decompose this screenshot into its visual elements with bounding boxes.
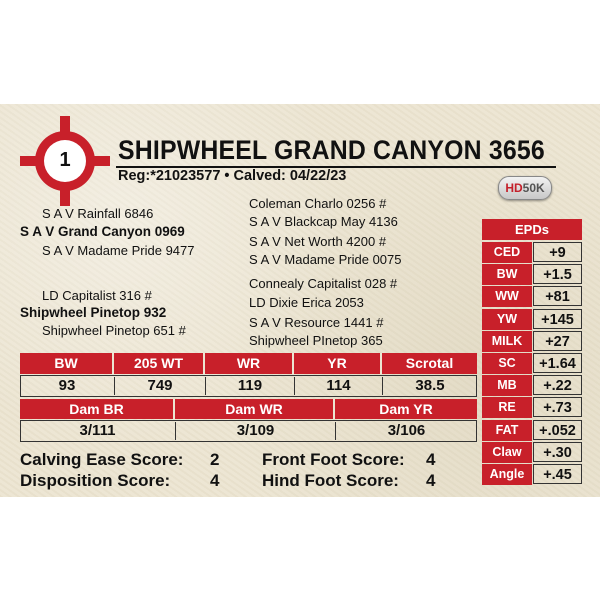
epd-row <box>482 286 582 307</box>
weight-value-scrotal: 38.5 <box>382 377 477 395</box>
epd-row <box>482 264 582 285</box>
epd-row <box>482 309 582 330</box>
epd-value: +27 <box>533 331 582 351</box>
epd-label: YW <box>482 309 532 330</box>
sd-sire: S A V Net Worth 4200 # <box>249 234 387 249</box>
epd-label: WW <box>482 286 532 307</box>
disposition-value: 4 <box>210 471 220 490</box>
dam-value-yr: 3/106 <box>335 422 477 440</box>
epd-label: BW <box>482 264 532 285</box>
epd-value: +1.5 <box>533 264 582 284</box>
epd-row <box>482 353 582 374</box>
front-foot-label: Front Foot Score: <box>262 450 405 469</box>
lot-number: 1 <box>59 149 71 171</box>
epd-row <box>482 375 582 396</box>
weights-header-bw: BW <box>20 353 114 374</box>
ds-dam: LD Dixie Erica 2053 <box>249 295 364 310</box>
calving-ease-value: 2 <box>210 450 220 469</box>
epd-header: EPDs <box>482 219 582 240</box>
epd-row <box>482 397 582 418</box>
ss-dam: S A V Blackcap May 4136 <box>249 214 398 229</box>
dam-sire: LD Capitalist 316 # <box>42 288 152 303</box>
badge-hd: HD <box>505 181 523 195</box>
epd-value: +.73 <box>533 397 582 417</box>
epd-value: +145 <box>533 309 582 329</box>
epd-value: +.052 <box>533 420 582 440</box>
weights-header-yr: YR <box>294 353 382 374</box>
epd-row <box>482 242 582 263</box>
sire: S A V Grand Canyon 0969 <box>20 224 185 239</box>
epd-label: MILK <box>482 331 532 352</box>
weight-value-205wt: 749 <box>114 377 205 395</box>
hd50k-badge <box>498 176 552 200</box>
hind-foot-value: 4 <box>426 471 436 490</box>
epd-value: +1.64 <box>533 353 582 373</box>
sire-dam: S A V Madame Pride 9477 <box>42 243 195 258</box>
dam-header-wr: Dam WR <box>175 399 335 419</box>
dam-dam: Shipwheel Pinetop 651 # <box>42 323 186 338</box>
weight-value-yr: 114 <box>294 377 382 395</box>
ss-sire: Coleman Charlo 0256 # <box>249 196 387 211</box>
weight-value-bw: 93 <box>58 377 76 394</box>
epd-row <box>482 420 582 441</box>
dam-header-yr: Dam YR <box>335 399 477 419</box>
registration-line: Reg:*21023577 • Calved: 04/22/23 <box>118 168 347 184</box>
sd-dam: S A V Madame Pride 0075 <box>249 252 402 267</box>
weights-header-scrotal: Scrotal <box>382 353 477 374</box>
dd-sire: S A V Resource 1441 # <box>249 315 384 330</box>
animal-name: SHIPWHEEL GRAND CANYON 3656 <box>118 135 545 165</box>
sire-sire: S A V Rainfall 6846 <box>42 206 154 221</box>
dam-header-br: Dam BR <box>20 399 175 419</box>
epd-label: SC <box>482 353 532 374</box>
epd-row <box>482 331 582 352</box>
front-foot-value: 4 <box>426 450 436 469</box>
hind-foot-label: Hind Foot Score: <box>262 471 399 490</box>
dam: Shipwheel Pinetop 932 <box>20 305 167 320</box>
epd-label: Angle <box>482 464 532 485</box>
ds-sire: Connealy Capitalist 028 # <box>249 276 398 291</box>
epd-value: +.22 <box>533 375 582 395</box>
calving-ease-label: Calving Ease Score: <box>20 450 184 469</box>
epd-label: RE <box>482 397 532 418</box>
epd-value: +.30 <box>533 442 582 462</box>
epd-label: FAT <box>482 420 532 441</box>
epd-value: +9 <box>533 242 582 262</box>
epd-row <box>482 464 582 485</box>
epd-value: +.45 <box>533 464 582 484</box>
weights-header-wr: WR <box>205 353 294 374</box>
epd-value: +81 <box>533 286 582 306</box>
disposition-label: Disposition Score: <box>20 471 171 490</box>
epd-label: Claw <box>482 442 532 463</box>
dd-dam: Shipwheel PInetop 365 <box>249 333 383 348</box>
epd-label: MB <box>482 375 532 396</box>
dam-value-br: 3/111 <box>79 422 116 439</box>
epd-row <box>482 442 582 463</box>
epd-label: CED <box>482 242 532 263</box>
dam-value-wr: 3/109 <box>175 422 335 440</box>
weight-value-wr: 119 <box>205 377 294 395</box>
badge-k: 50K <box>522 181 545 195</box>
weights-header-205wt: 205 WT <box>114 353 205 374</box>
